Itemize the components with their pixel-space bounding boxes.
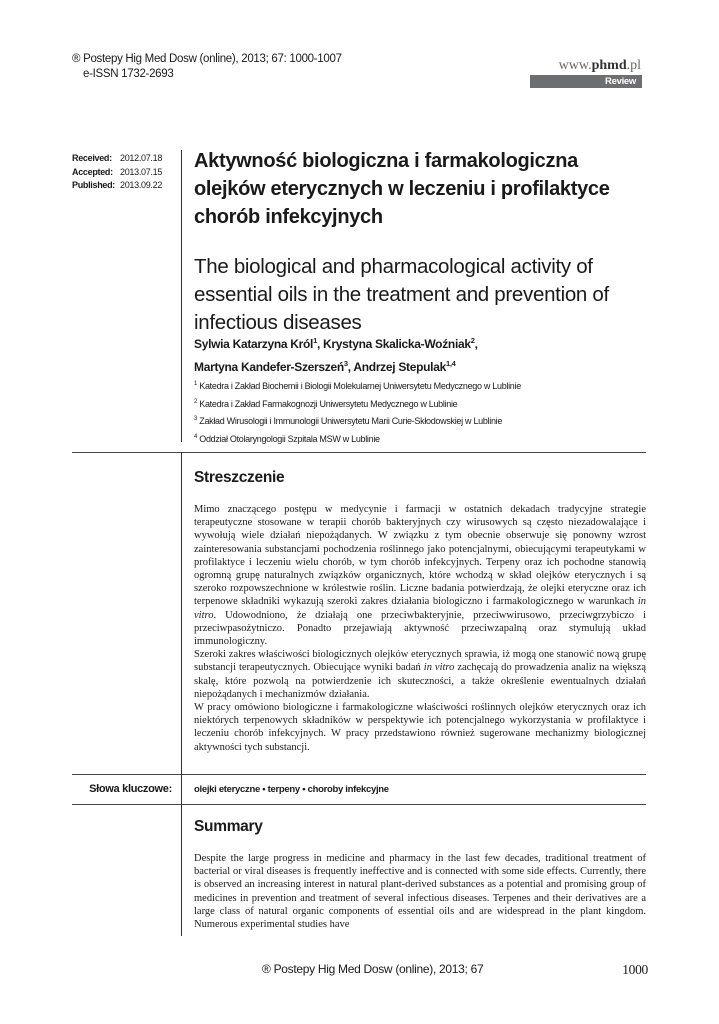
abstract-paragraph: Mimo znaczącego postępu w medycynie i farmacji w ostatnich dekadach tradycyjne strategie terapeutyczne stosowane w terapii chorób bakteryjnych czy wirusowych są często niezadowalające i wywołują wiele działań niepożądanych. W związku z tym obecnie obserwuje się ponowny wzrost zainteresowania substancjami pochodzenia roślinnego jako potencjalnymi, obiecującymi terapeutykami w profilaktyce i leczeniu wielu chorób, w tym chorób infekcyjnych. Terpeny oraz ich pochodne stanowią ogromną grupę naturalnych związków organicznych, które wchodzą w skład olejków eterycznych i są szeroko rozpowszechnione w królestwie roślin. Liczne badania potwierdzają, że olejki eteryczne oraz ich terpenowe składniki wykazują szeroki zakres działania biologiczno i farmakologicznego w warunkach in vitro. Udowodniono, że działają one przeciwbakteryjnie, przeciwwirusowo, przeciwgrzybiczo i przeciwpasożytniczo. Ponadto przejawiają aktywność przeciwzapalną oraz stymulują układ immunologiczny. [194,504,646,648]
abstract-english [194,852,646,934]
title-english: The biological and pharmacological activity of essential oils in the treatment and prevention of infectious diseases [194,255,609,334]
abstract-paragraph: W pracy omówiono biologiczne i farmakologiczne właściwości roślinnych olejków eterycznych oraz ich niektórych terpenowych składników w perspektywie ich potencjalnego wykorzystania w profilaktyce i leczeniu chorób infekcyjnych. W pracy przedstawiono również sugerowane mechanizmy biologicznej aktywności tych substancji. [194,702,646,753]
accepted-label: Accepted: [72,166,113,177]
author-name: Martyna Kandefer-Szerszeń [194,360,344,374]
section-divider-1 [72,452,646,453]
received-date: 2012.07.18 [120,153,163,163]
page-number: 1000 [622,962,648,977]
affiliation-item: $^1$ Katedra i Zakład Biochemii i Biologii Molekularnej Uniwersytetu Medycznego w Lublinie [194,381,521,391]
accepted-date: 2013.07.15 [120,166,163,177]
affiliation-item: $^4$ Oddział Otolaryngologii Szpitala MSW w Lublinie [194,433,380,444]
title-divider-vertical [181,150,182,442]
abstract-heading-polish: Streszczenie [194,469,285,486]
author-affiliation-ref: 1,4 [445,359,456,368]
article-dates [72,152,162,193]
keywords-divider-vertical [181,774,182,804]
abstract-paragraph: Despite the large progress in medicine and pharmacy in the last few decades, traditional treatment of bacterial or viral diseases is frequently ineffective and is connected with some side effects. Currently, there is observed an increasing interest in natural plant-derived substances as a potential and promising group of medicines in prevention and treatment of several infectious diseases. Terpenes and their derivatives are a large class of natural organic components of essential oils and are widespread in the plant kingdom. Numerous experimental studies have [194,853,646,931]
keywords-list: olejki eteryczne • terpeny • choroby infekcyjne [194,784,389,795]
author-affiliation-ref: 3 [343,359,348,368]
abstract-paragraph: Szeroki zakres właściwości biologicznych olejków eterycznych sprawia, iż mogą one stanowić nową grupę substancji terapeutycznych. Obiecujące wyniki badań in vitro zachęcają do prowadzenia analiz na większą skalę, które pozwolą na potwierdzenie ich skuteczności, a także określenie ewentualnych działań niepożądanych i mechanizmów działania. [194,649,646,700]
affiliation-item: $^2$ Katedra i Zakład Farmakognozji Uniwersytetu Medycznego w Lublinie [194,398,458,409]
journal-citation: ® Postepy Hig Med Dosw (online), 2013; 67: 1000-1007 [72,53,342,65]
author-name: Andrzej Stepulak [353,360,446,374]
article-type-badge: Review [530,75,642,88]
abstract-divider-vertical [181,452,182,774]
journal-website[interactable] [559,56,641,74]
author-affiliation-ref: 2 [470,336,475,345]
journal-header [72,52,342,82]
affiliation-item: $^3$ Zakład Wirusologii i Immunologii Uniwersytetu Marii Curie-Skłodowskiej w Lublinie [194,416,503,426]
section-divider-2 [72,774,646,775]
author-list: Sylwia Katarzyna Król$^1$, Krystyna Skalicka-Woźniak$^2$, Martyna Kandefer-Szerszeń$^3$, Andrzej Stepulak$^{1,4}$ [194,336,478,374]
published-label: Published: [72,180,116,190]
title-polish: Aktywność biologiczna i farmakologiczna olejków eterycznych w leczeniu i profilaktyce chorób infekcyjnych [194,150,610,228]
journal-issn: e-ISSN 1732-2693 [83,68,174,80]
published-date: 2013.09.22 [120,180,163,190]
section-divider-3 [72,804,646,805]
keywords-label: Słowa kluczowe: [89,783,172,795]
site-suffix: .pl [626,58,641,73]
page-footer [72,962,648,978]
abstract-heading-english: Summary [194,818,263,835]
site-prefix: www. [558,58,592,73]
author-affiliation-ref: 1 [313,336,317,345]
summary-divider-vertical [181,804,182,936]
received-label: Received: [72,153,112,163]
author-name: Sylwia Katarzyna Król [194,337,314,351]
abstract-polish [194,503,646,754]
site-name: phmd [591,58,627,73]
footer-citation: ® Postepy Hig Med Dosw (online), 2013; 67 [262,962,484,976]
affiliation-list [194,377,644,447]
author-name: Krystyna Skalicka-Woźniak [323,337,471,351]
